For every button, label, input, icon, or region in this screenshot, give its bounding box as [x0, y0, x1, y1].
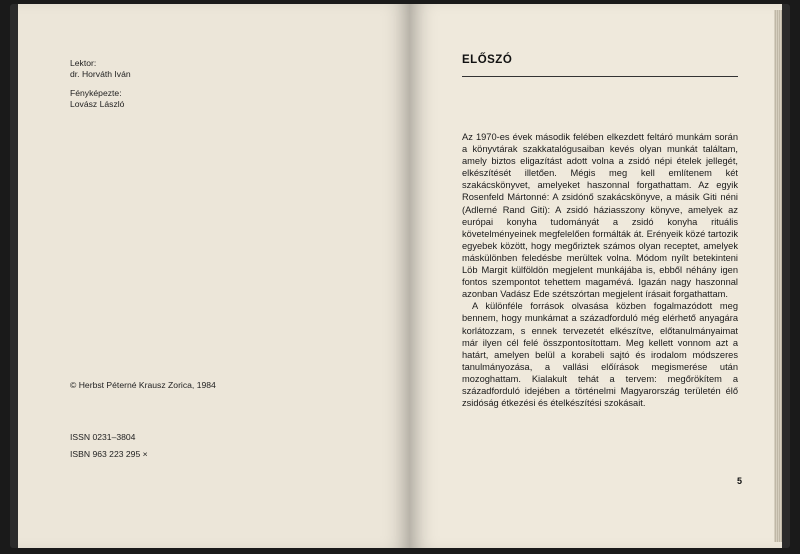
page-title: ELŐSZÓ	[462, 54, 513, 66]
body-text	[462, 131, 738, 409]
page-edges	[774, 10, 782, 542]
photo-label: Fényképezte:	[70, 88, 122, 98]
isbn-line: ISBN 963 223 295 ×	[70, 449, 148, 459]
lektor-label: Lektor:	[70, 58, 97, 68]
right-page	[410, 4, 782, 548]
lektor-name: dr. Horváth Iván	[70, 69, 131, 79]
paragraph-1: Az 1970-es évek második felében elkezdett feltáró munkám során a könyvtárak szakkatalógusaiban kevés olyan munkát találtam, amely biztos eligazítást adott volna a zsidó népi ételek jellegét, elkészítését illetően. Mégis meg kell említenem két szakácskönyvet, amelyeket haszonnal forgathattam. Az egyik Rosenfeld Mártonné: A zsidónő szakácskönyve, a másik Giti néni (Adlerné Rand Giti): A zsidó háziasszony könyve, amelyek az európai konyha tudományát a zsidó konyha rituális követelményeinek megfelelően formálták át. Erényeik közé tartozik egyebek között, hogy megőriztek számos olyan receptet, amelyek máskülönben feledésbe merültek volna. Módom nyílt betekinteni Löb Margit külföldön megjelent munkájába is, ebből néhány igen fontos szempontot tehettem magamévá. Igazán nagy haszonnal azonban Vadász Ede szétszórtan megjelent írásait forgathattam.	[462, 132, 738, 300]
photo-name: Lovász László	[70, 99, 125, 109]
page-number: 5	[736, 476, 742, 486]
copyright-line: © Herbst Péterné Krausz Zorica, 1984	[70, 380, 216, 390]
title-rule	[462, 76, 738, 77]
left-page	[18, 4, 410, 548]
issn-line: ISSN 0231–3804	[70, 432, 136, 442]
open-book	[10, 4, 790, 548]
paragraph-2: A különféle források olvasása közben fogalmazódott meg bennem, hogy munkámat a századforduló még elérhető anyagára korlátozzam, s ennek tervezetét elkészítve, előtanulmányaimat már ilyen cél felé összpontosítottam. Meg kellett vonnom azt a határt, amelyen belül a korabeli sajtó és irodalom módszeres tanulmányozása, a vallási előírások megismerése után mozoghattam. Kialakult tehát a tervem: megőrökítem a századforduló idejében a történelmi Magyarország területén élő zsidóság étkezési és ételkészítési szokásait.	[462, 301, 738, 409]
